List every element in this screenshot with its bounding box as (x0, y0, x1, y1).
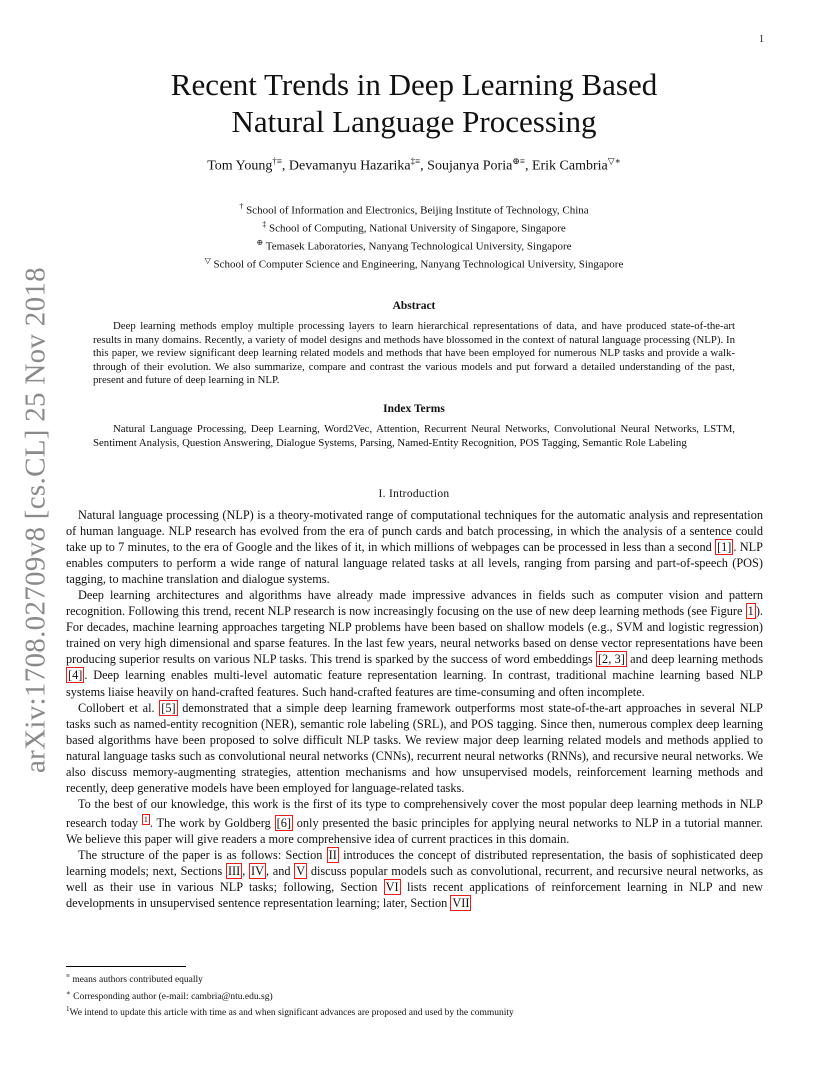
paragraph (66, 796, 763, 847)
author-list: Tom Young†≡, Devamanyu Hazarika‡≡, Soujanya Poria⊕≡, Erik Cambria▽∗ (207, 156, 621, 174)
author-marks: ▽∗ (607, 156, 621, 166)
footnote-text: Corresponding author (e-mail: cambria@ntu.edu.sg) (70, 991, 273, 1002)
citation-link[interactable]: [6] (276, 815, 291, 830)
author-name: Erik Cambria (531, 158, 608, 174)
affiliation (0, 254, 828, 272)
figure-link[interactable]: 1 (747, 604, 754, 619)
citation-link[interactable]: [4] (68, 668, 83, 683)
arxiv-stamp: arXiv:1708.02709v8 [cs.CL] 25 Nov 2018 (19, 267, 52, 773)
footnote-link[interactable]: 1 (143, 814, 148, 824)
paragraph-text: The structure of the paper is as follows: Section (78, 848, 327, 863)
affiliation-text: Temasek Laboratories, Nanyang Technological University, Singapore (265, 240, 572, 253)
affiliation-text: School of Computing, National University of Singapore, Singapore (269, 222, 566, 235)
paragraph-text: only presented the basic principles for applying neural networks to NLP in a tutorial manner. We believe this paper will give readers a more comprehensive idea of current practices in this domain. (66, 815, 763, 847)
author-marks: †≡ (272, 156, 282, 166)
paragraph-text: and deep learning methods (626, 652, 763, 667)
affiliation-text: School of Computer Science and Engineering, Nanyang Technological University, Singapore (213, 259, 624, 272)
paragraph-text: introduces the concept of distributed representation, the basis of sophisticated deep learning models; next, Sections (66, 848, 763, 879)
paragraph-text: discuss popular models such as convolutional, recurrent, and recursive neural networks, as well as their use in various NLP tasks; following, Section (66, 864, 763, 895)
paragraph-text: To the best of our knowledge, this work is the first of its type to comprehensively cover the most popular deep learning methods in NLP research today (66, 796, 763, 830)
paragraph (66, 507, 763, 587)
citation-link[interactable]: [2, 3] (597, 652, 625, 667)
affiliation (0, 218, 828, 236)
author-name: Tom Young (207, 158, 273, 174)
footnote (66, 1003, 763, 1020)
footnote-list (66, 970, 763, 1020)
paragraph-text: . Deep learning enables multi-level automatic feature representation learning. In contrast, traditional machine learning based NLP systems liaise heavily on hand-crafted features. Such hand-crafted features are time-consuming and often incomplete. (66, 668, 763, 699)
paragraph-text: . NLP enables computers to perform a wide range of natural language related tasks at all levels, ranging from parsing and part-of-speech (POS) tagging, to machine translation and dialogue systems. (66, 540, 763, 587)
abstract-text: Deep learning methods employ multiple processing layers to learn hierarchical representations of data, and have produced state-of-the-art results in many domains. Recently, a variety of model designs and methods have blossomed in the context of natural language processing (NLP). In this paper, we review significant deep learning related models and methods that have been employed for numerous NLP tasks and provide a walk-through of their evolution. We also summarize, compare and contrast the various models and put forward a detailed understanding of the past, present and future of deep learning in NLP. (93, 320, 735, 387)
paragraph-text: demonstrated that a simple deep learning framework outperforms most state-of-the-art approaches in several NLP tasks such as named-entity recognition (NER), semantic role labeling (SRL), and POS tagging. Since then, numerous complex deep learning based algorithms have been proposed to solve difficult NLP tasks. We review major deep learning related models and methods applied to natural language tasks such as convolutional neural networks (CNNs), recurrent neural networks (RNNs), and recursive neural networks. We also discuss memory-augmenting strategies, attention mechanisms and how unsupervised models, reinforcement learning methods and recently, deep generative models have been employed for language-related tasks. (66, 700, 763, 795)
affiliation-text: School of Information and Electronics, Beijing Institute of Technology, China (246, 204, 589, 217)
section-link[interactable]: VI (385, 880, 399, 895)
footnote-mark: ∗ (66, 988, 71, 997)
author-name: Soujanya Poria (427, 158, 513, 174)
title-line-2: Natural Language Processing (231, 104, 597, 139)
paragraph (66, 587, 763, 699)
section-link[interactable]: IV (251, 864, 264, 879)
affiliation-mark: † (239, 202, 244, 211)
paper-title (0, 66, 828, 140)
footnote-text: We intend to update this article with time as and when significant advances are proposed and used by the community (69, 1008, 514, 1019)
section-link[interactable]: VII (452, 896, 470, 911)
citation-link[interactable]: [5] (161, 700, 176, 715)
paragraph-text: , (242, 864, 250, 879)
footnote-mark: ≡ (66, 972, 70, 980)
section-link[interactable]: II (328, 848, 337, 863)
footnote-divider (66, 966, 186, 967)
index-terms-text: Natural Language Processing, Deep Learning, Word2Vec, Attention, Recurrent Neural Networks, Convolutional Neural Networks, LSTM, Sentiment Analysis, Question Answering, Dialogue Systems, Parsing, Named-Entity Recognition, POS Tagging, Semantic Role Labeling (93, 423, 735, 449)
section-heading: I. Introduction (378, 488, 450, 500)
affiliation-mark: ⊕ (256, 238, 264, 248)
affiliation (0, 200, 828, 218)
affiliation (0, 236, 828, 254)
paragraph-text: Deep learning architectures and algorithms have already made impressive advances in fields such as computer vision and pattern recognition. Following this trend, recent NLP research is now increasingly focusing on the use of new deep learning methods (see Figure (66, 588, 763, 619)
citation-link[interactable]: [1] (717, 540, 732, 555)
paragraph-text: Collobert et al. (78, 700, 160, 715)
affiliation-mark: ‡ (262, 220, 267, 230)
introduction-body (66, 507, 763, 911)
paragraph-text: , and (266, 864, 295, 879)
footnote-mark: 1 (66, 1005, 70, 1014)
section-link[interactable]: V (296, 864, 306, 879)
paragraph-text: lists recent applications of reinforcement learning in NLP and new developments in unsupervised sentence representation learning; later, Section (66, 880, 763, 911)
page-number: 1 (759, 34, 764, 45)
paragraph-text: . The work by Goldberg (149, 815, 275, 830)
author-name: Devamanyu Hazarika (288, 158, 411, 174)
section-link[interactable]: III (227, 864, 241, 879)
index-terms-heading: Index Terms (383, 403, 445, 415)
affiliation-mark: ▽ (204, 256, 211, 266)
footnote (66, 970, 763, 987)
paragraph-text: Natural language processing (NLP) is a theory-motivated range of computational techniques for the automatic analysis and representation of human language. NLP research has evolved from the era of punch cards and batch processing, in which the analysis of a sentence could take up to 7 minutes, to the era of Google and the likes of it, in which millions of webpages can be processed in less than a second (66, 508, 763, 555)
paragraph-text: ). For decades, machine learning approaches targeting NLP problems have been based on shallow models (e.g., SVM and logistic regression) trained on very high dimensional and sparse features. In the last few years, neural networks based on dense vector representations have been producing superior results on various NLP tasks. This trend is sparked by the success of word embeddings (66, 604, 763, 667)
footnote (66, 987, 763, 1004)
title-line-1: Recent Trends in Deep Learning Based (170, 67, 658, 102)
paragraph (66, 700, 763, 796)
author-marks: ‡≡ (410, 156, 421, 166)
footnote-text: means authors contributed equally (69, 975, 203, 986)
affiliation-list (0, 200, 828, 273)
author-marks: ⊕≡ (512, 156, 525, 166)
paragraph (66, 847, 763, 911)
abstract-heading: Abstract (392, 300, 436, 312)
